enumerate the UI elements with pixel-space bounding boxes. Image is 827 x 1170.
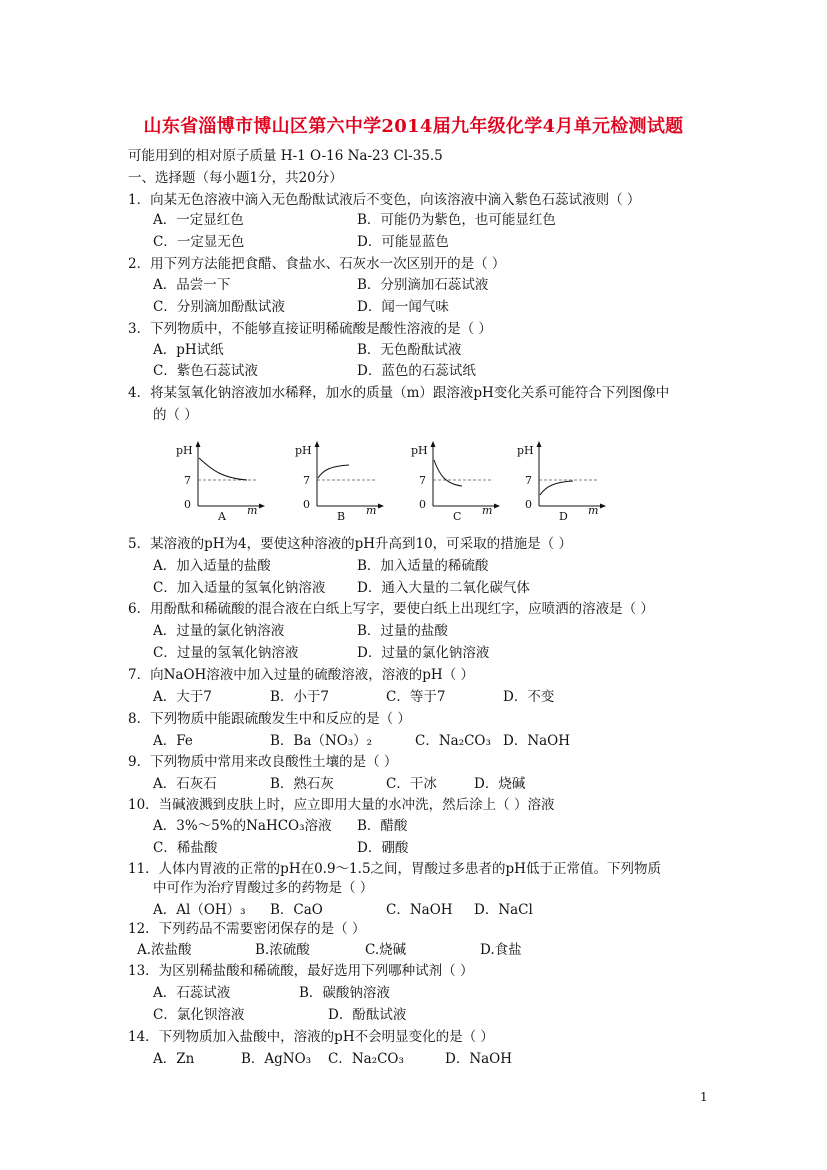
graph-letter: C xyxy=(453,510,462,523)
option: B．CaO xyxy=(270,902,323,918)
option: B．碳酸钠溶液 xyxy=(299,985,390,1001)
option: C.烧碱 xyxy=(365,942,407,958)
option: D．酚酞试液 xyxy=(328,1007,407,1023)
graph-ref-7: 7 xyxy=(184,474,191,487)
option: B．Ba（NO₃）₂ xyxy=(270,733,373,749)
question-stem: 13．为区别稀盐酸和稀硫酸，最好选用下列哪种试剂（ ） xyxy=(128,963,474,979)
graph-origin: 0 xyxy=(184,498,191,511)
option: B.浓硫酸 xyxy=(255,942,310,958)
graph-ref-7: 7 xyxy=(303,474,310,487)
question-stem: 6．用酚酞和稀硫酸的混合液在白纸上写字，要使白纸上出现红字，应喷洒的溶液是（ ） xyxy=(128,601,654,617)
graph-x-label: m xyxy=(588,504,599,517)
question-stem: 14．下列物质加入盐酸中，溶液的pH不会明显变化的是（ ） xyxy=(128,1029,494,1045)
option: A．Al（OH）₃ xyxy=(153,902,246,918)
graph-ref-7: 7 xyxy=(525,474,532,487)
graph-x-label: m xyxy=(482,504,493,517)
option: D．烧碱 xyxy=(474,776,526,792)
option: C．干冰 xyxy=(386,776,437,792)
option: A．3%～5%的NaHCO₃溶液 xyxy=(153,818,332,834)
question-stem: 1．向某无色溶液中滴入无色酚酞试液后不变色，向该溶液中滴入紫色石蕊试液则（ ） xyxy=(128,192,641,208)
option: A．加入适量的盐酸 xyxy=(153,558,271,574)
option: C．氯化钡溶液 xyxy=(153,1007,245,1023)
option: B．小于7 xyxy=(270,689,330,705)
option: D．蓝色的石蕊试纸 xyxy=(357,363,476,379)
option: B．AgNO₃ xyxy=(241,1051,312,1067)
question-stem: 7．向NaOH溶液中加入过量的硫酸溶液，溶液的pH（ ） xyxy=(128,667,474,683)
graph-a xyxy=(172,440,282,526)
option: A．一定显红色 xyxy=(153,212,244,228)
option: C．一定显无色 xyxy=(153,234,245,250)
graph-origin: 0 xyxy=(525,498,532,511)
graph-y-label: pH xyxy=(295,444,312,457)
option: A．石灰石 xyxy=(153,776,217,792)
graph-letter: D xyxy=(559,510,568,523)
option: A．pH试纸 xyxy=(153,342,224,358)
option: B．可能仍为紫色，也可能显红色 xyxy=(357,212,556,228)
option: D.食盐 xyxy=(480,942,522,958)
question-stem: 9．下列物质中常用来改良酸性土壤的是（ ） xyxy=(128,754,398,770)
option: D．过量的氯化钠溶液 xyxy=(357,645,490,661)
question-stem: 10．当碱液溅到皮肤上时，应立即用大量的水冲洗，然后涂上（ ）溶液 xyxy=(128,797,555,813)
option: A．Fe xyxy=(153,733,193,749)
graph-y-label: pH xyxy=(176,444,193,457)
option: C．NaOH xyxy=(386,902,453,918)
question-stem-continued: 中可作为治疗胃酸过多的药物是（ ） xyxy=(153,880,374,896)
graph-x-label: m xyxy=(366,504,377,517)
graph-letter: B xyxy=(337,510,346,523)
option: B．醋酸 xyxy=(357,818,408,834)
option: A．石蕊试液 xyxy=(153,985,231,1001)
option: C．加入适量的氢氧化钠溶液 xyxy=(153,580,326,596)
option: C．稀盐酸 xyxy=(153,840,218,856)
option: A.浓盐酸 xyxy=(137,942,192,958)
option: D．NaOH xyxy=(503,733,571,749)
option: B．过量的盐酸 xyxy=(357,623,448,639)
question-stem: 8．下列物质中能跟硫酸发生中和反应的是（ ） xyxy=(128,711,411,727)
graph-d xyxy=(513,440,623,526)
option: B．加入适量的稀硫酸 xyxy=(357,558,489,574)
option: B．熟石灰 xyxy=(270,776,334,792)
graph-c xyxy=(407,440,517,526)
option: D．硼酸 xyxy=(357,840,409,856)
option: C．过量的氢氧化钠溶液 xyxy=(153,645,299,661)
option: B．分别滴加石蕊试液 xyxy=(357,277,489,293)
question-stem: 4．将某氢氧化钠溶液加水稀释，加水的质量（m）跟溶液pH变化关系可能符合下列图像中 xyxy=(128,385,670,401)
question-stem: 11．人体内胃液的正常的pH在0.9～1.5之间，胃酸过多患者的pH低于正常值。下列物质 xyxy=(128,861,661,877)
graph-b xyxy=(291,440,401,526)
graph-letter: A xyxy=(218,510,226,523)
question-stem-continued: 的（ ） xyxy=(153,407,198,423)
section-heading: 一、选择题（每小题1分，共20分） xyxy=(128,170,343,186)
option: D．通入大量的二氧化碳气体 xyxy=(357,580,530,596)
page-number: 1 xyxy=(700,1090,708,1104)
option: C．紫色石蕊试液 xyxy=(153,363,258,379)
question-stem: 12．下列药品不需要密闭保存的是（ ） xyxy=(128,921,366,937)
option: A．Zn xyxy=(153,1051,195,1067)
option: C．Na₂CO₃ xyxy=(415,733,491,749)
option: D．闻一闻气味 xyxy=(357,299,449,315)
option: C．分别滴加酚酞试液 xyxy=(153,299,285,315)
graph-y-label: pH xyxy=(517,444,534,457)
question-stem: 2．用下列方法能把食醋、食盐水、石灰水一次区别开的是（ ） xyxy=(128,256,506,272)
option: A．品尝一下 xyxy=(153,277,231,293)
graph-x-label: m xyxy=(247,504,258,517)
option: C．Na₂CO₃ xyxy=(328,1051,404,1067)
option: C．等于7 xyxy=(386,689,446,705)
option: A．大于7 xyxy=(153,689,212,705)
option: B．无色酚酞试液 xyxy=(357,342,462,358)
exam-title: 山东省淄博市博山区第六中学2014届九年级化学4月单元检测试题 xyxy=(143,116,684,137)
option: D．不变 xyxy=(503,689,555,705)
graph-origin: 0 xyxy=(303,498,310,511)
atomic-mass-note: 可能用到的相对原子质量 H-1 O-16 Na-23 Cl-35.5 xyxy=(128,148,443,164)
graph-origin: 0 xyxy=(419,498,426,511)
option: A．过量的氯化钠溶液 xyxy=(153,623,285,639)
option: D．NaCl xyxy=(474,902,533,918)
option: D．NaOH xyxy=(445,1051,513,1067)
graph-ref-7: 7 xyxy=(419,474,426,487)
graph-y-label: pH xyxy=(411,444,428,457)
option: D．可能显蓝色 xyxy=(357,234,449,250)
question-stem: 3．下列物质中，不能够直接证明稀硫酸是酸性溶液的是（ ） xyxy=(128,321,492,337)
question-stem: 5．某溶液的pH为4，要使这种溶液的pH升高到10，可采取的措施是（ ） xyxy=(128,536,572,552)
